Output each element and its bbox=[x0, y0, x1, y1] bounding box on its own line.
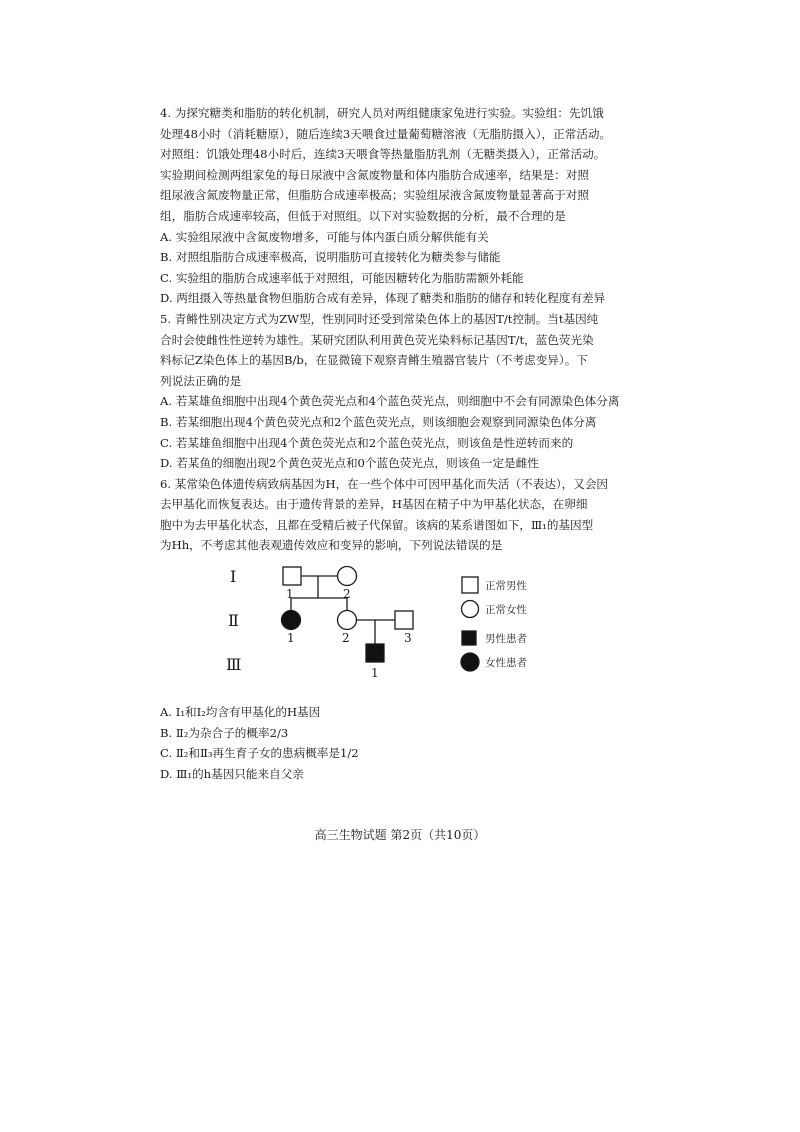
legend-normal-male-icon bbox=[462, 577, 478, 593]
q5-option-d: D. 若某鱼的细胞出现2个黄色荧光点和0个蓝色荧光点，则该鱼一定是雌性 bbox=[160, 456, 539, 471]
I2-number: 2 bbox=[343, 587, 351, 602]
q6-line: 6. 某常染色体遗传病致病基因为H，在一些个体中可因甲基化而失活（不表达），又会因 bbox=[160, 476, 609, 491]
legend-normal-male: 正常男性 bbox=[485, 580, 527, 593]
pedigree-svg bbox=[160, 564, 650, 696]
q4-option-a: A. 实验组尿液中含氮废物增多，可能与体内蛋白质分解供能有关 bbox=[160, 229, 489, 244]
gen-label-3: Ⅲ bbox=[226, 655, 242, 675]
q5-option-b: B. 若某细胞出现4个黄色荧光点和2个蓝色荧光点，则该细胞会观察到同源染色体分离 bbox=[160, 414, 597, 429]
gen-label-1: Ⅰ bbox=[230, 567, 237, 587]
q6-option-c: C. Ⅱ₂和Ⅱ₃再生育子女的患病概率是1/2 bbox=[160, 746, 359, 761]
II1-affected-female bbox=[282, 611, 301, 630]
q5-line: 合时会使雌性性逆转为雄性。某研究团队利用黄色荧光染料标记基因T/t，蓝色荧光染 bbox=[160, 332, 594, 347]
q4-option-b: B. 对照组脂肪合成速率极高，说明脂肪可直接转化为糖类参与储能 bbox=[160, 250, 501, 265]
legend-affected-male-icon bbox=[462, 631, 476, 645]
question-4 bbox=[160, 103, 650, 309]
page-footer: 高三生物试题 第2页（共10页） bbox=[314, 828, 486, 842]
questions bbox=[160, 103, 650, 784]
q4-line: 对照组：饥饿处理48小时后，连续3天喂食等热量脂肪乳剂（无糖类摄入），正常活动。 bbox=[160, 147, 606, 162]
q4-line: 组尿液含氮废物量正常，但脂肪合成速率极高；实验组尿液含氮废物量显著高于对照 bbox=[160, 188, 589, 203]
III1-affected-male bbox=[366, 644, 384, 662]
q6-line: 为Hh，不考虑其他表观遗传效应和变异的影响，下列说法错误的是 bbox=[160, 538, 503, 553]
q4-line: 4. 为探究糖类和脂肪的转化机制，研究人员对两组健康家兔进行实验。实验组：先饥饿 bbox=[160, 106, 604, 120]
legend-affected-male: 男性患者 bbox=[485, 633, 527, 646]
q5-line: 列说法正确的是 bbox=[160, 373, 242, 388]
q5-option-a: A. 若某雄鱼细胞中出现4个黄色荧光点和4个蓝色荧光点，则细胞中不会有同源染色体分离 bbox=[160, 394, 620, 409]
II3-normal-male bbox=[395, 611, 413, 629]
q4-option-d: D. 两组摄入等热量食物但脂肪合成有差异，体现了糖类和脂肪的储存和转化程度有差异 bbox=[160, 291, 606, 306]
II2-number: 2 bbox=[342, 631, 350, 646]
q4-line: 组，脂肪合成速率较高，但低于对照组。以下对实验数据的分析，最不合理的是 bbox=[160, 208, 566, 223]
legend-affected-female-icon bbox=[461, 653, 479, 671]
q5-line: 5. 青鳉性别决定方式为ZW型，性别同时还受到常染色体上的基因T/t控制。当t基因纯 bbox=[160, 311, 599, 326]
q6-line: 去甲基化而恢复表达。由于遗传背景的差异，H基因在精子中为甲基化状态，在卵细 bbox=[160, 497, 588, 512]
I1-normal-male bbox=[283, 567, 301, 585]
legend-affected-female: 女性患者 bbox=[485, 657, 527, 670]
gen-label-2: Ⅱ bbox=[228, 611, 239, 631]
legend-normal-female-icon bbox=[462, 601, 479, 618]
q6-option-a: A. I₁和I₂均含有甲基化的H基因 bbox=[160, 705, 321, 720]
legend-normal-female: 正常女性 bbox=[485, 604, 527, 617]
question-5 bbox=[160, 309, 650, 474]
pedigree-chart bbox=[160, 564, 650, 696]
I1-number: 1 bbox=[286, 587, 294, 602]
II2-normal-female bbox=[338, 611, 357, 630]
I2-normal-female bbox=[338, 567, 357, 586]
q6-option-b: B. Ⅱ₂为杂合子的概率2/3 bbox=[160, 725, 289, 740]
III1-number: 1 bbox=[371, 666, 379, 681]
q5-option-c: C. 若某雄鱼细胞中出现4个黄色荧光点和2个蓝色荧光点，则该鱼是性逆转而来的 bbox=[160, 435, 574, 450]
q4-line: 处理48小时（消耗糖原），随后连续3天喂食过量葡萄糖溶液（无脂肪摄入），正常活动。 bbox=[160, 126, 612, 141]
question-6 bbox=[160, 474, 650, 785]
II1-number: 1 bbox=[287, 631, 295, 646]
q4-line: 实验期间检测两组家兔的每日尿液中含氮废物量和体内脂肪合成速率，结果是：对照 bbox=[160, 167, 589, 182]
q4-option-c: C. 实验组的脂肪合成速率低于对照组，可能因糖转化为脂肪需额外耗能 bbox=[160, 270, 524, 285]
q5-line: 料标记Z染色体上的基因B/b，在显微镜下观察青鳉生殖器官装片（不考虑变异）。下 bbox=[160, 353, 588, 368]
II3-number: 3 bbox=[404, 631, 412, 646]
q6-line: 胞中为去甲基化状态，且都在受精后被子代保留。该病的某系谱图如下，Ⅲ₁的基因型 bbox=[160, 517, 594, 532]
q6-option-d: D. Ⅲ₁的h基因只能来自父亲 bbox=[160, 766, 304, 781]
